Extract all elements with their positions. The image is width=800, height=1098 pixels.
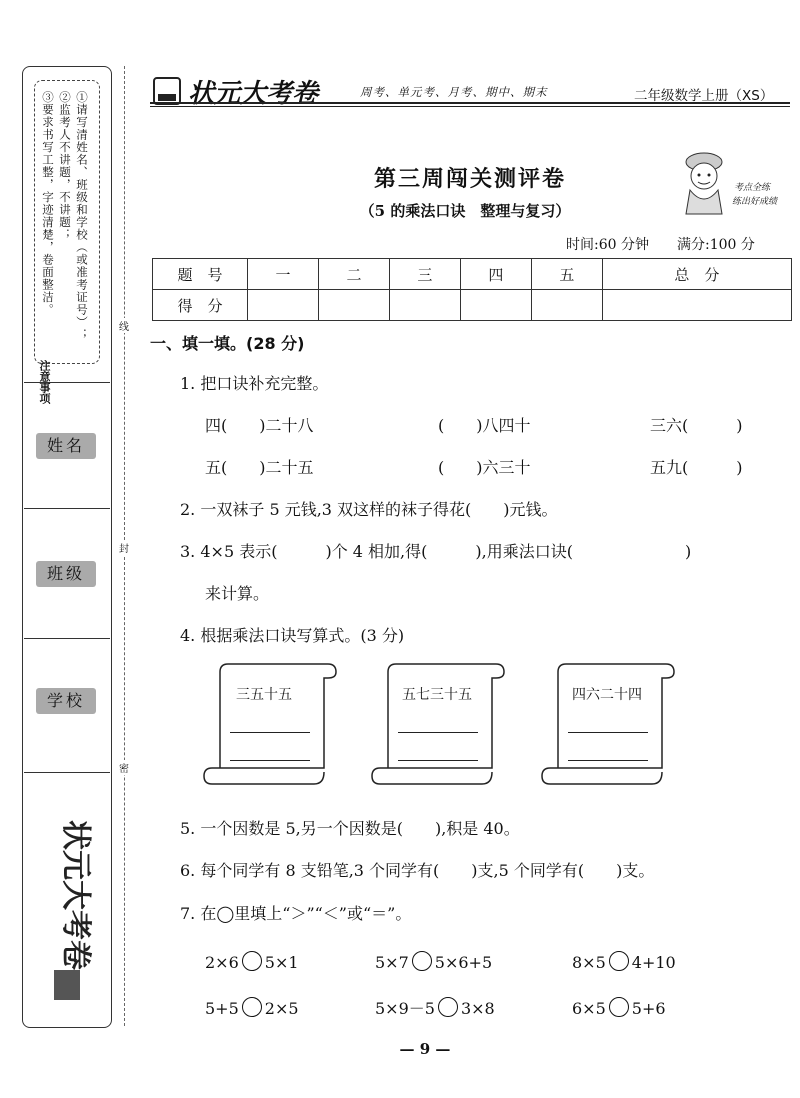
score-input-cell[interactable] — [389, 290, 460, 321]
compare-item — [205, 997, 299, 1020]
page-title: 第三周闯关测评卷 — [373, 167, 566, 192]
score-input-cell[interactable] — [318, 290, 389, 321]
scroll-text: 五七三十五 — [402, 687, 472, 703]
table-cell: 题 号 — [153, 259, 248, 290]
compare-circle[interactable] — [412, 951, 432, 971]
compare-item — [205, 951, 299, 974]
compare-left: 5×7 — [375, 953, 409, 972]
notice-box — [34, 80, 100, 364]
table-cell: 四 — [460, 259, 531, 290]
question-3-line2: 来计算。 — [205, 584, 270, 603]
score-input-cell[interactable] — [531, 290, 602, 321]
q1-blank[interactable]: 三六( ) — [650, 416, 743, 435]
section-heading: 一、填一填。(28 分) — [150, 334, 305, 353]
question-7-stem: 7. 在◯里填上“＞”“＜”或“＝”。 — [180, 904, 412, 923]
table-row — [153, 290, 792, 321]
answer-line[interactable] — [568, 760, 648, 761]
divider — [24, 508, 110, 509]
q1-blank[interactable]: 五九( ) — [650, 458, 743, 477]
svg-text:状元大考卷: 状元大考卷 — [58, 820, 93, 970]
scroll-text: 四六二十四 — [572, 687, 642, 703]
compare-right: 3×8 — [460, 999, 495, 1018]
class-label: 班级 — [36, 561, 96, 587]
cut-char: 线 — [116, 318, 132, 333]
question-6[interactable]: 6. 每个同学有 8 支铅笔,3 个同学有( )支,5 个同学有( )支。 — [180, 861, 655, 880]
answer-line[interactable] — [398, 760, 478, 761]
compare-left: 2×6 — [205, 953, 239, 972]
notice-item-3: ③要求书写工整，字迹清楚，卷面整洁。 — [41, 91, 55, 316]
table-cell: 三 — [389, 259, 460, 290]
score-input-cell[interactable] — [602, 290, 791, 321]
scroll-card-2 — [376, 662, 496, 780]
compare-circle[interactable] — [242, 997, 262, 1017]
answer-line[interactable] — [230, 732, 310, 733]
divider — [24, 382, 110, 383]
compare-right: 4+10 — [631, 953, 676, 972]
compare-right: 5×1 — [264, 953, 299, 972]
divider — [24, 638, 110, 639]
page-number: — 9 — — [399, 1040, 451, 1058]
compare-item — [375, 951, 492, 974]
answer-line[interactable] — [568, 732, 648, 733]
scroll-text: 三五十五 — [236, 687, 292, 703]
scroll-card-3 — [546, 662, 666, 780]
compare-right: 5×6+5 — [434, 953, 493, 972]
table-cell: 得 分 — [153, 290, 248, 321]
q1-blank[interactable]: 五( )二十五 — [205, 458, 314, 477]
time-limit: 时间:60 分钟 — [566, 237, 649, 253]
header-rule — [150, 106, 790, 107]
table-cell: 五 — [531, 259, 602, 290]
table-cell: 总 分 — [602, 259, 791, 290]
compare-circle[interactable] — [242, 951, 262, 971]
table-cell: 二 — [318, 259, 389, 290]
header-grade: 二年级数学上册（XS） — [634, 88, 774, 104]
table-cell: 一 — [248, 259, 319, 290]
mascot-caption-2: 练出好成绩 — [732, 197, 778, 207]
question-3-line1[interactable]: 3. 4×5 表示( )个 4 相加,得( ),用乘法口诀( ) — [180, 542, 692, 561]
compare-item — [572, 997, 666, 1020]
compare-item — [572, 951, 676, 974]
q1-blank[interactable]: ( )八四十 — [438, 416, 531, 435]
question-4-stem: 4. 根据乘法口诀写算式。(3 分) — [180, 626, 405, 645]
compare-circle[interactable] — [438, 997, 458, 1017]
notice-title-text: 注意事项 — [38, 360, 51, 404]
score-table — [152, 258, 792, 321]
divider — [24, 772, 110, 773]
mascot-illustration — [676, 148, 792, 218]
compare-circle[interactable] — [609, 997, 629, 1017]
compare-right: 5+6 — [631, 999, 666, 1018]
compare-left: 5+5 — [205, 999, 239, 1018]
cut-char: 密 — [116, 760, 132, 775]
q1-blank[interactable]: ( )六三十 — [438, 458, 531, 477]
school-label: 学校 — [36, 688, 96, 714]
name-label: 姓名 — [36, 433, 96, 459]
compare-circle[interactable] — [609, 951, 629, 971]
svg-text:状元大考卷: 状元大考卷 — [188, 79, 319, 108]
question-5[interactable]: 5. 一个因数是 5,另一个因数是( ),积是 40。 — [180, 819, 520, 838]
header-rule — [150, 102, 790, 104]
q1-blank[interactable]: 四( )二十八 — [205, 416, 314, 435]
score-input-cell[interactable] — [248, 290, 319, 321]
compare-left: 6×5 — [572, 999, 606, 1018]
answer-line[interactable] — [398, 732, 478, 733]
scroll-card-1 — [208, 662, 328, 780]
question-2[interactable]: 2. 一双袜子 5 元钱,3 双这样的袜子得花( )元钱。 — [180, 500, 558, 519]
exam-meta — [566, 234, 783, 254]
cut-char: 封 — [116, 540, 132, 555]
notice-item-2: ②监考人不讲题，不讲题； — [58, 91, 72, 241]
side-logo — [36, 810, 96, 1010]
full-score: 满分:100 分 — [676, 237, 755, 253]
score-input-cell[interactable] — [460, 290, 531, 321]
compare-left: 5×9－5 — [375, 999, 435, 1018]
compare-item — [375, 997, 495, 1020]
table-row — [153, 259, 792, 290]
notice-item-1: ①请写清姓名、班级和学校（或准考证号）； — [75, 91, 89, 341]
header-tags: 周考、单元考、月考、期中、期末 — [360, 85, 548, 99]
answer-line[interactable] — [230, 760, 310, 761]
compare-left: 8×5 — [572, 953, 606, 972]
mascot-caption-1: 考点全练 — [734, 183, 771, 193]
page-subtitle: （5 的乘法口诀 整理与复习） — [359, 202, 571, 220]
question-1-stem: 1. 把口诀补充完整。 — [180, 374, 329, 393]
compare-right: 2×5 — [264, 999, 299, 1018]
